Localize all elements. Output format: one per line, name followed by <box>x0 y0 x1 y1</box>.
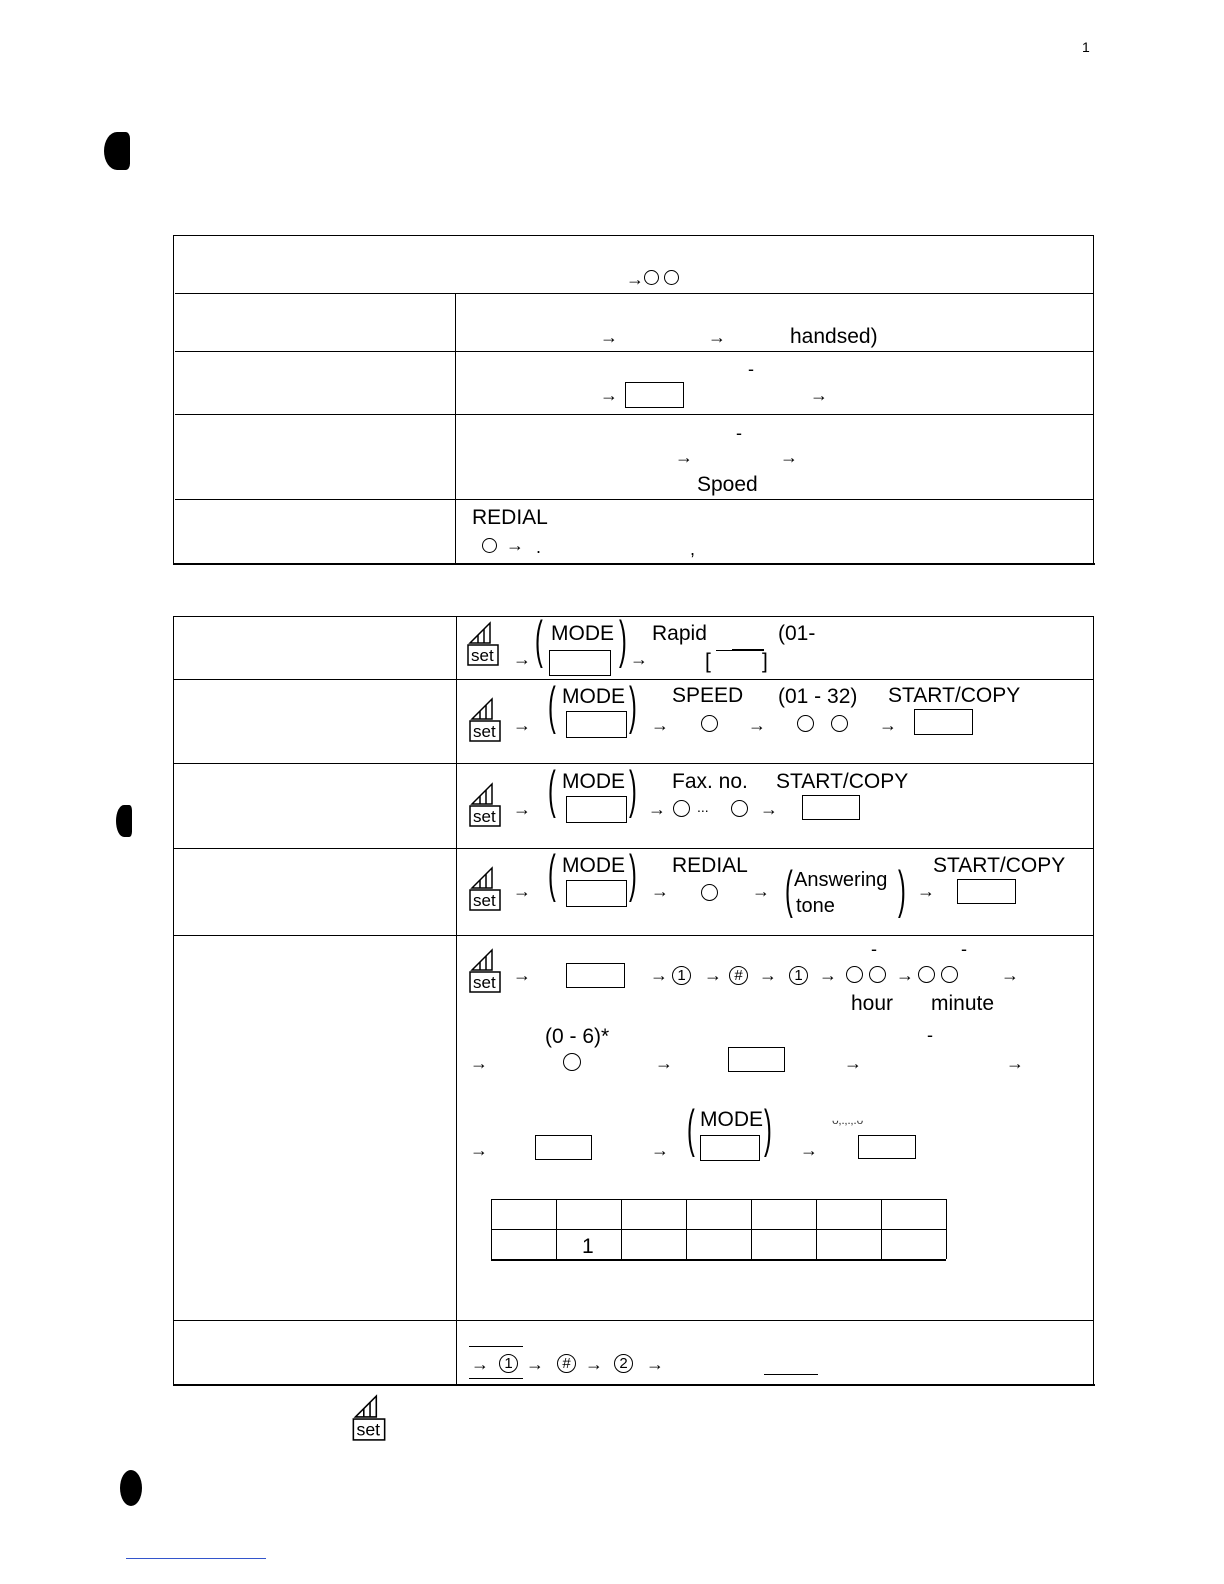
arrow: → <box>917 881 935 901</box>
paren-right: ) <box>629 677 637 735</box>
arrow: → <box>800 1140 818 1160</box>
keypad-circle <box>673 800 690 817</box>
redial-label: REDIAL <box>472 506 548 529</box>
arrow: → <box>819 965 837 985</box>
mode-key-box <box>700 1135 760 1161</box>
keypad-circle <box>941 966 958 983</box>
arrow: → <box>810 385 828 405</box>
keypad-1: 1 <box>499 1354 518 1373</box>
hour-label: hour <box>851 992 894 1015</box>
set-key-icon <box>468 948 502 994</box>
redial-label: REDIAL <box>672 854 748 877</box>
dash: - <box>748 359 754 379</box>
svg-text:set: set <box>471 646 494 665</box>
keypad-circle <box>797 715 814 732</box>
margin-mark-bottom <box>120 1470 142 1506</box>
arrow: → <box>646 1354 664 1374</box>
page-number: 1 <box>1082 39 1090 55</box>
fax-number-label: Fax. no. <box>672 770 748 793</box>
svg-text:set: set <box>473 722 496 741</box>
arrow: → <box>879 715 897 735</box>
paren-left: ( <box>548 761 556 819</box>
keypad-circle <box>731 800 748 817</box>
key-box <box>728 1047 785 1072</box>
svg-text:set: set <box>473 973 496 992</box>
arrow: → <box>1001 965 1019 985</box>
keypad-hash: # <box>557 1354 576 1373</box>
dash: - <box>871 939 877 959</box>
arrow: → <box>470 1053 488 1073</box>
range-label: (01- <box>778 622 816 645</box>
arrow: → <box>651 1140 669 1160</box>
speed-label: Spoed <box>697 473 758 496</box>
keypad-circle <box>701 715 718 732</box>
paren-right: ) <box>898 861 906 919</box>
arrow: → <box>513 799 531 819</box>
arrow: → <box>626 269 644 289</box>
day-range-label: (0 - 6)* <box>545 1025 610 1048</box>
mode-key-box <box>549 650 611 676</box>
arrow: → <box>506 535 524 555</box>
arrow: → <box>675 447 693 467</box>
arrow: → <box>471 1354 489 1374</box>
start-key-box <box>802 795 860 820</box>
dash: - <box>961 939 967 959</box>
set-key-icon <box>349 1394 389 1442</box>
mode-label: MODE <box>562 685 625 708</box>
keypad-1: 1 <box>672 966 691 985</box>
faint-text: ᴗ‚.‚.‚.ᴗ <box>832 1113 864 1127</box>
arrow: → <box>650 965 668 985</box>
set-key-icon <box>468 866 502 912</box>
keypad-1: 1 <box>789 966 808 985</box>
keypad-circle <box>869 966 886 983</box>
set-key-icon <box>466 621 500 667</box>
answering-label: Answering <box>794 869 888 891</box>
start-copy-label: START/COPY <box>888 684 1021 707</box>
key-box <box>625 382 684 408</box>
arrow: → <box>760 799 778 819</box>
speed-label: SPEED <box>672 684 744 707</box>
paren-left: ( <box>785 861 793 919</box>
arrow: → <box>470 1140 488 1160</box>
day-table-cell: 1 <box>582 1235 594 1258</box>
arrow: → <box>513 715 531 735</box>
mode-label: MODE <box>700 1108 763 1131</box>
dot: . <box>536 537 542 557</box>
paren-right: ) <box>629 845 637 903</box>
arrow: → <box>780 447 798 467</box>
keypad-circle <box>664 270 679 285</box>
ellipsis: ... <box>697 799 709 815</box>
keypad-circle <box>644 270 659 285</box>
comma: , <box>690 539 696 559</box>
arrow: → <box>704 965 722 985</box>
keypad-circle <box>918 966 935 983</box>
paren-right: ) <box>619 611 627 669</box>
arrow: → <box>1006 1053 1024 1073</box>
bracket: [ <box>705 650 711 673</box>
start-copy-label: START/COPY <box>933 854 1066 877</box>
keypad-circle <box>482 538 497 553</box>
key-box <box>566 963 625 988</box>
arrow: → <box>844 1053 862 1073</box>
arrow: → <box>648 799 666 819</box>
text-fragment: handsed) <box>790 325 878 348</box>
rapid-label: Rapid <box>652 622 707 645</box>
mode-label: MODE <box>562 854 625 877</box>
arrow: → <box>759 965 777 985</box>
start-key-box <box>957 879 1016 904</box>
arrow: → <box>896 965 914 985</box>
paren-left: ( <box>687 1100 695 1158</box>
dash: - <box>927 1025 933 1045</box>
mode-label: MODE <box>551 622 614 645</box>
arrow: → <box>708 327 726 347</box>
arrow: → <box>600 385 618 405</box>
key-box <box>535 1135 592 1160</box>
keypad-2: 2 <box>614 1354 633 1373</box>
bottom-rule <box>126 1558 266 1559</box>
arrow: → <box>651 715 669 735</box>
dash: - <box>736 423 742 443</box>
mode-key-box <box>566 880 627 907</box>
arrow: → <box>513 965 531 985</box>
arrow: → <box>748 715 766 735</box>
bracket: ] <box>762 650 768 673</box>
svg-text:set: set <box>356 1419 381 1440</box>
keypad-circle <box>701 884 718 901</box>
arrow: → <box>526 1354 544 1374</box>
paren-right: ) <box>764 1100 772 1158</box>
start-key-box <box>914 709 973 735</box>
range-label: (01 - 32) <box>778 685 858 708</box>
set-key-icon <box>468 697 502 743</box>
paren-left: ( <box>535 611 543 669</box>
paren-left: ( <box>548 677 556 735</box>
keypad-circle <box>831 715 848 732</box>
tone-label: tone <box>796 895 835 917</box>
start-key-box <box>858 1135 916 1159</box>
keypad-circle <box>563 1053 581 1071</box>
arrow: → <box>600 327 618 347</box>
arrow: → <box>585 1354 603 1374</box>
keypad-hash: # <box>729 966 748 985</box>
margin-mark-top <box>104 132 130 170</box>
arrow: → <box>655 1053 673 1073</box>
svg-text:set: set <box>473 891 496 910</box>
start-copy-label: START/COPY <box>776 770 909 793</box>
paren-right: ) <box>629 761 637 819</box>
mode-key-box <box>566 711 627 738</box>
arrow: → <box>752 881 770 901</box>
arrow: → <box>651 881 669 901</box>
keypad-circle <box>846 966 863 983</box>
paren-left: ( <box>548 845 556 903</box>
mode-label: MODE <box>562 770 625 793</box>
svg-text:set: set <box>473 807 496 826</box>
arrow: → <box>513 649 531 669</box>
arrow: → <box>513 881 531 901</box>
minute-label: minute <box>931 992 995 1015</box>
arrow: → <box>630 649 648 669</box>
set-key-icon <box>468 782 502 828</box>
margin-mark-middle <box>116 805 132 837</box>
mode-key-box <box>566 796 627 823</box>
